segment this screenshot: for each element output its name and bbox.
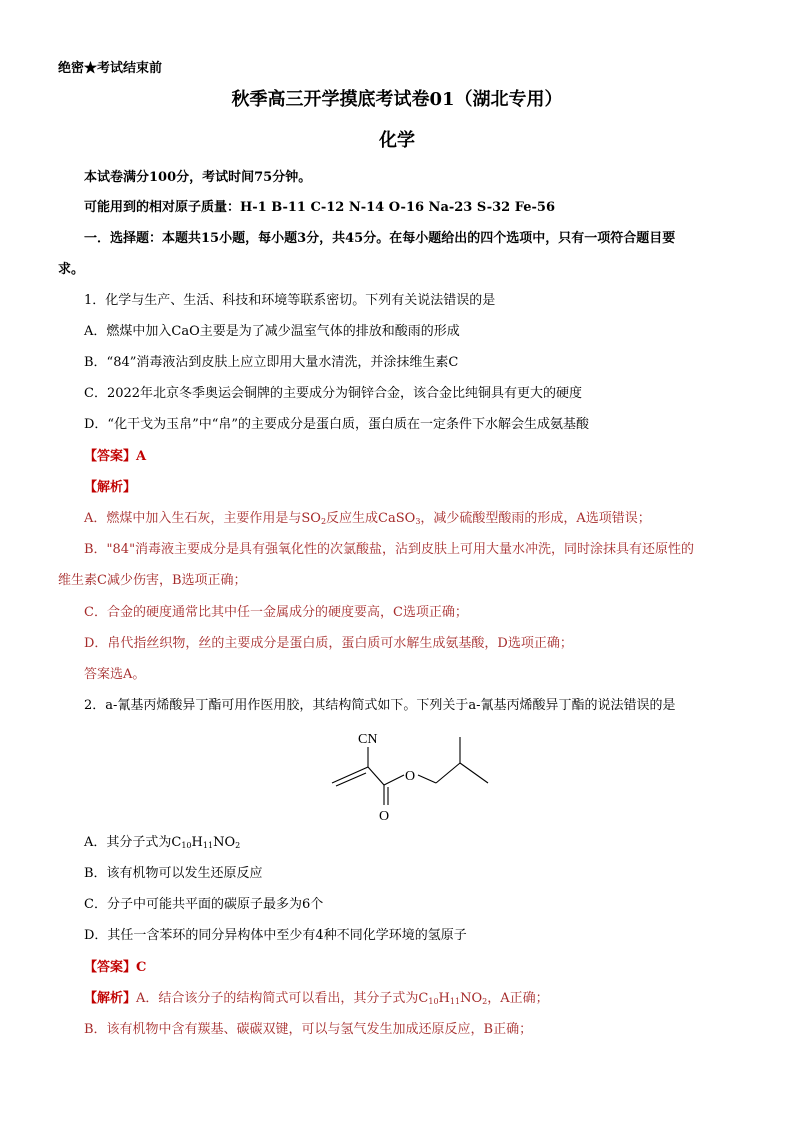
q1-option-c: C．2022年北京冬季奥运会铜牌的主要成分为铜锌合金，该合金比纯铜具有更大的硬度 <box>84 386 583 401</box>
q2-answer: 【答案】C <box>84 960 147 975</box>
q1-option-a: A．燃煤中加入CaO主要是为了减少温室气体的排放和酸雨的形成 <box>84 324 460 339</box>
q2-option-d: D．其任一含苯环的同分异构体中至少有4种不同化学环境的氢原子 <box>84 928 467 943</box>
bond-ch2-ch <box>436 763 460 783</box>
q1-answer: 【答案】A <box>84 449 147 464</box>
q1-conclusion: 答案选A。 <box>84 667 146 682</box>
q1-stem: 1．化学与生产、生活、科技和环境等联系密切。下列有关说法错误的是 <box>84 293 496 308</box>
molecule-structure <box>320 725 500 825</box>
atomic-mass-note: 可能用到的相对原子质量：H-1 B-11 C-12 N-14 O-16 Na-23 S-32 Fe-56 <box>84 200 556 215</box>
section-heading-cont: 求。 <box>58 262 85 277</box>
q1-option-b: B．“84”消毒液沾到皮肤上应立即用大量水清洗，并涂抹维生素C <box>84 355 459 370</box>
exam-title: 秋季高三开学摸底考试卷01（湖北专用） <box>231 89 563 110</box>
q2-analysis-b: B．该有机物中含有羰基、碳碳双键，可以与氢气发生加成还原反应，B正确； <box>84 1022 533 1037</box>
carbonyl-o-label: O <box>379 809 390 824</box>
q2-option-c: C．分子中可能共平面的碳原子最多为6个 <box>84 897 324 912</box>
bond-o-ch2 <box>418 775 436 783</box>
q2-stem: 2．a-氰基丙烯酸异丁酯可用作医用胶，其结构简式如下。下列关于a-氰基丙烯酸异丁酯的说法错误的是 <box>84 698 676 713</box>
q1-analysis-label: 【解析】 <box>84 480 137 495</box>
q1-analysis-b-cont: 维生素C减少伤害，B选项正确； <box>58 573 247 588</box>
bond-c-oester <box>384 775 404 785</box>
cn-label: CN <box>358 732 378 747</box>
q1-option-d: D．“化干戈为玉帛”中“帛”的主要成分是蛋白质，蛋白质在一定条件下水解会生成氨基酸 <box>84 417 590 432</box>
q1-analysis-c: C．合金的硬度通常比其中任一金属成分的硬度要高，C选项正确； <box>84 605 468 620</box>
score-time-note: 本试卷满分100分，考试时间75分钟。 <box>84 170 312 185</box>
bond-ch-me2 <box>460 763 488 783</box>
subject-title: 化学 <box>379 130 415 151</box>
q1-analysis-a: A．燃煤中加入生石灰，主要作用是与$SO_2$反应生成CaSO$_3$，减少硫酸型酸雨的形成，A选项错误； <box>84 511 651 526</box>
q2-option-b: B．该有机物可以发生还原反应 <box>84 866 263 881</box>
q2-analysis-label: 【解析】 <box>84 991 137 1006</box>
bond-c-carbonyl <box>368 767 384 785</box>
q2-analysis-a: 【解析】A．结合该分子的结构简式可以看出，其分子式为$C_{10}H_{11}NO_2$，A正确； <box>84 991 549 1006</box>
q1-analysis-b: B．"84"消毒液主要成分是具有强氧化性的次氯酸盐，沾到皮肤上可用大量水冲洗，同时涂抹具有还原性的 <box>84 542 695 557</box>
confidential-label: 绝密★考试结束前 <box>58 61 163 76</box>
ester-o-label: O <box>405 769 416 784</box>
q2-option-a: A．其分子式为$C_{10}H_{11}NO_2$ <box>84 835 241 850</box>
section-heading: 一．选择题：本题共15小题，每小题3分，共45分。在每小题给出的四个选项中，只有一项符合题目要 <box>84 231 676 246</box>
q1-analysis-d: D．帛代指丝织物，丝的主要成分是蛋白质，蛋白质可水解生成氨基酸，D选项正确； <box>84 636 573 651</box>
